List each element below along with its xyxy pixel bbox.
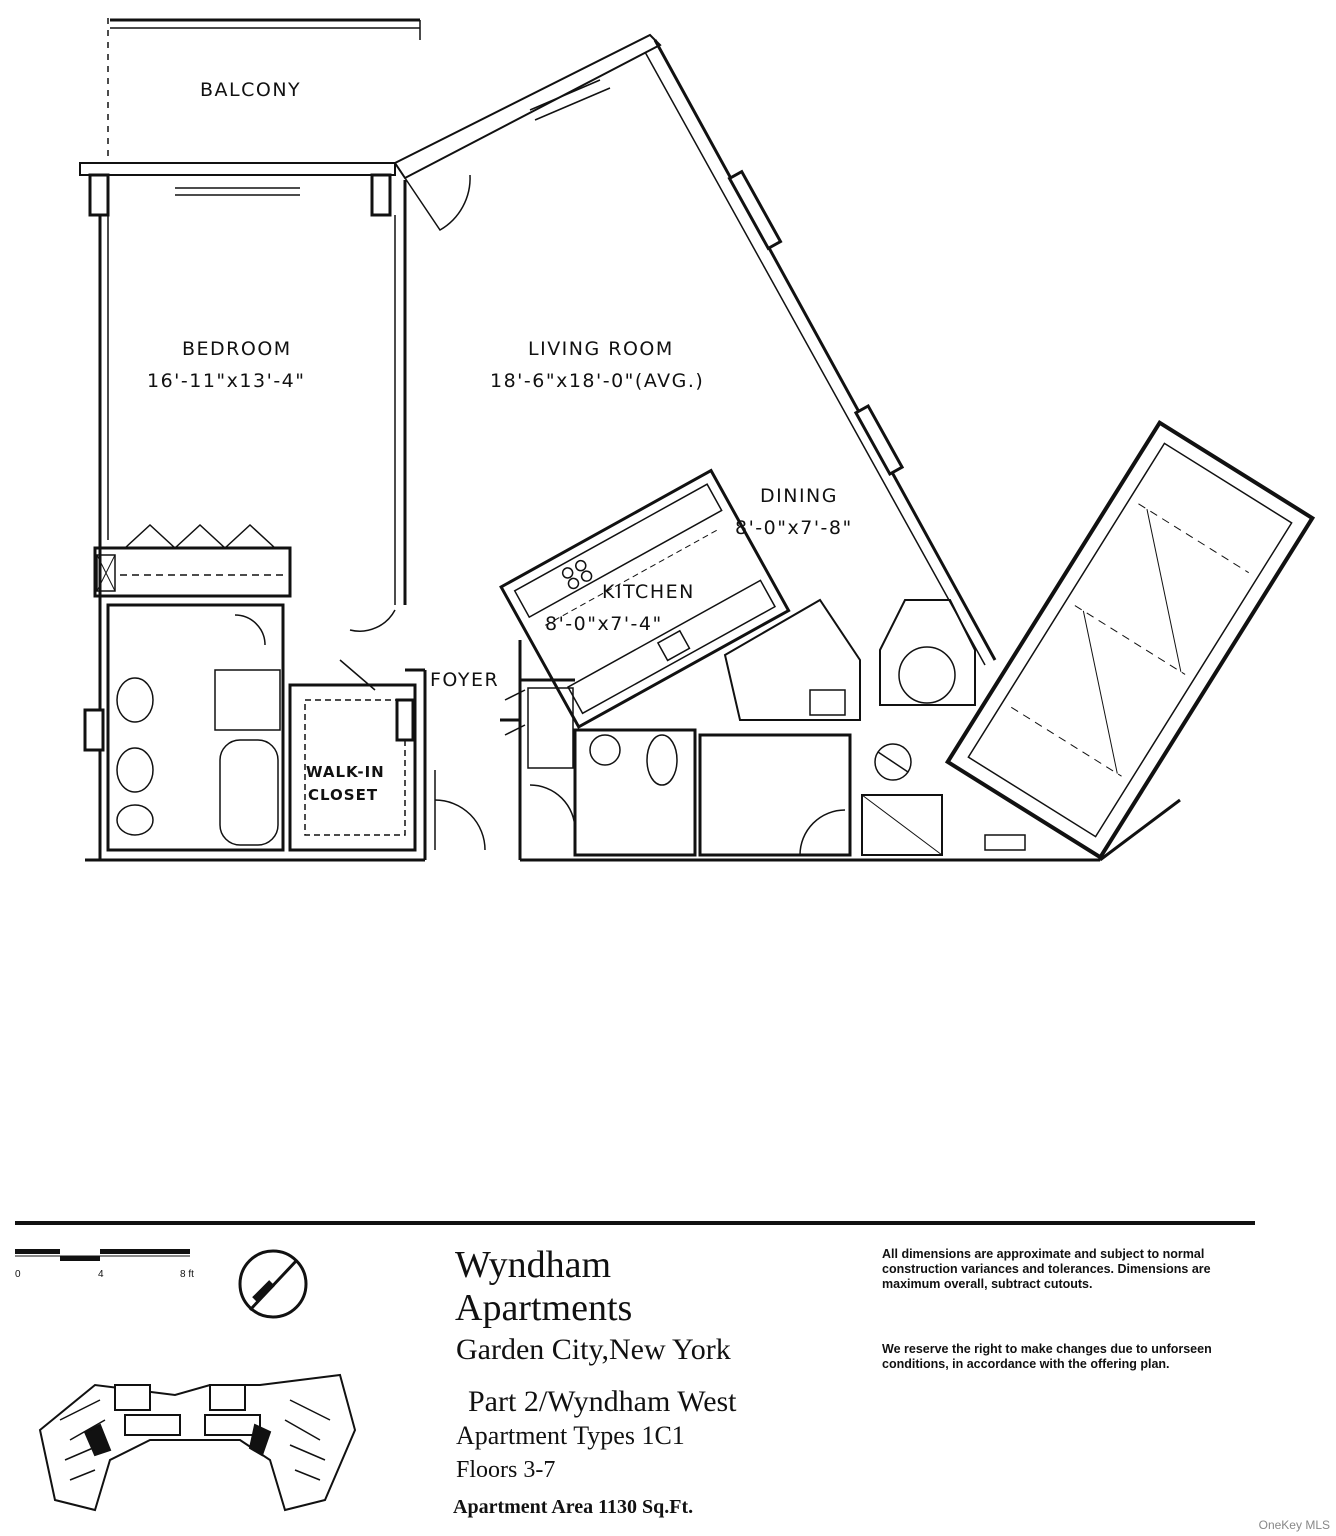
walk-in-closet — [290, 610, 415, 850]
apartment-type: Apartment Types 1C1 — [456, 1421, 685, 1450]
scale-tick-8: 8 ft — [180, 1269, 194, 1280]
location: Garden City,New York — [456, 1333, 731, 1366]
foyer-label: FOYER — [430, 669, 500, 691]
scale-tick-4: 4 — [98, 1269, 104, 1280]
key-plan — [40, 1375, 355, 1510]
disclaimer-dimensions: All dimensions are approximate and subject to normal construction variances and tolerances. Dimensions are maximum overall, subtract cutouts. — [882, 1247, 1211, 1291]
floors: Floors 3-7 — [456, 1457, 556, 1483]
living-room-dimensions: 18'-6"x18'-0"(AVG.) — [490, 370, 705, 392]
living-room-label: LIVING ROOM — [528, 338, 674, 360]
scale-bar — [15, 1249, 194, 1280]
bedroom-label: BEDROOM — [182, 338, 292, 360]
bedroom-wardrobe — [95, 525, 290, 596]
bottom-wall — [85, 640, 1180, 860]
dining-label: DINING — [760, 485, 838, 507]
bathroom — [85, 605, 283, 850]
building-name-line2: Apartments — [455, 1287, 633, 1329]
dining-dimensions: 8'-0"x7'-8" — [735, 517, 853, 539]
kitchen-label: KITCHEN — [602, 581, 695, 603]
walk-in-closet-label-line1: WALK-IN — [306, 763, 385, 781]
balcony-label: BALCONY — [200, 79, 302, 101]
apartment-area: Apartment Area 1130 Sq.Ft. — [453, 1496, 694, 1518]
disclaimer-changes: We reserve the right to make changes due to unforseen conditions, in accordance with the offering plan. — [882, 1342, 1212, 1371]
bedroom-dimensions: 16'-11"x13'-4" — [147, 370, 306, 392]
building-name-line1: Wyndham — [455, 1244, 612, 1286]
second-bath — [530, 730, 850, 855]
angled-terrace — [948, 423, 1313, 858]
right-rooms — [725, 600, 1025, 855]
part-name: Part 2/Wyndham West — [468, 1385, 737, 1418]
walk-in-closet-label-line2: CLOSET — [308, 786, 379, 804]
bedroom-walls — [80, 163, 405, 860]
living-room-walls — [395, 35, 995, 665]
scale-tick-0: 0 — [15, 1269, 21, 1280]
kitchen-dimensions: 8'-0"x7'-4" — [545, 613, 663, 635]
foyer — [405, 670, 575, 860]
north-arrow-icon — [240, 1251, 306, 1317]
mls-watermark: OneKey MLS — [1258, 1518, 1330, 1532]
